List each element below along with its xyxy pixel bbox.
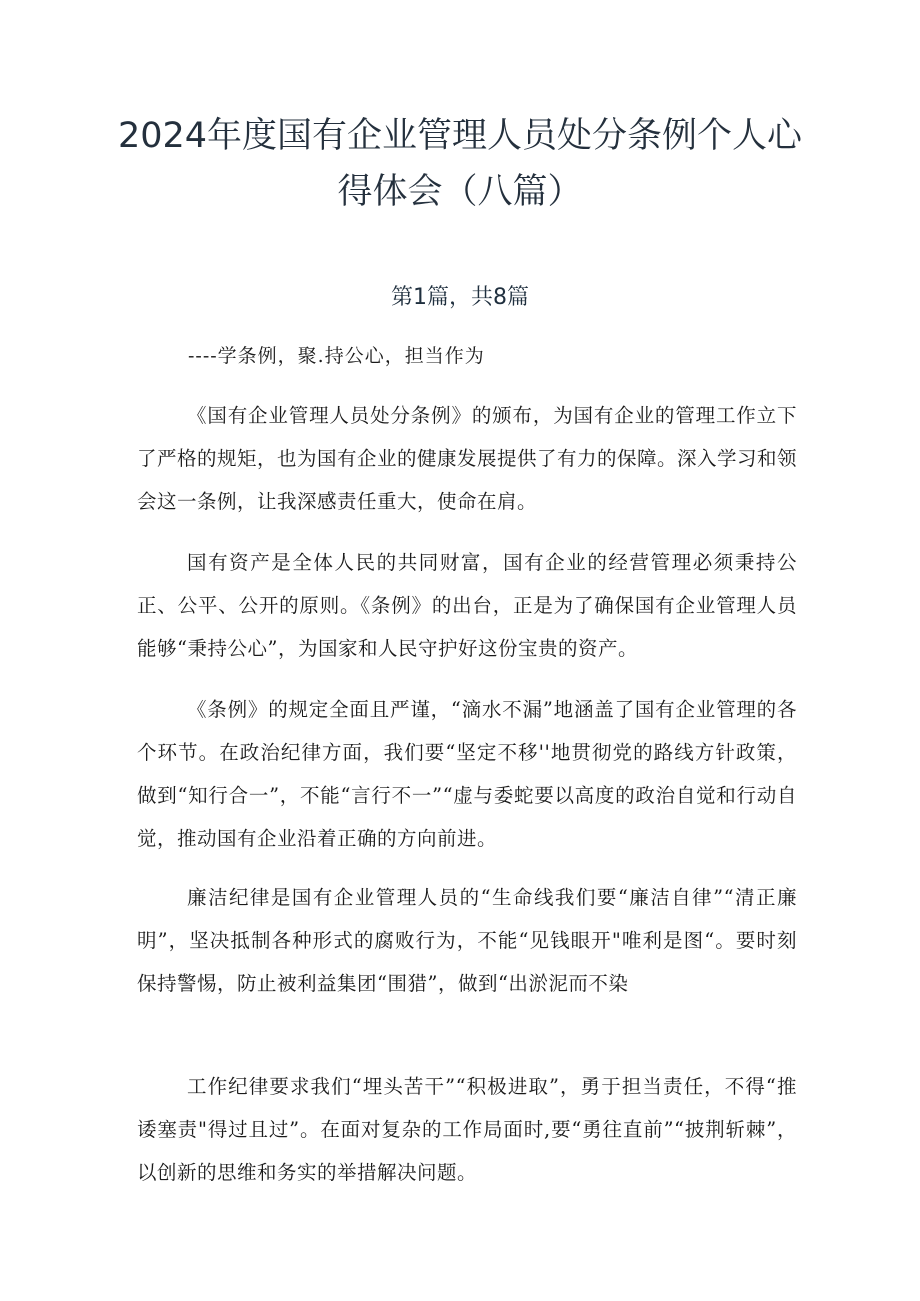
paragraph: 《国有企业管理人员处分条例》的颁布，为国有企业的管理工作立下了严格的规矩，也为国有企业的健康发展提供了有力的保障。深入学习和领会这一条例，让我深感责任重大，使命在肩。 <box>137 404 798 513</box>
document-title: 2024年度国有企业管理人员处分条例个人心得体会（八篇） <box>117 116 803 212</box>
document-subtitle: ----学条例，聚.持公心，担当作为 <box>188 345 485 367</box>
part-label: 第1篇，共8篇 <box>391 285 529 310</box>
paragraph: 《条例》的规定全面且严谨，“滴水不漏”地涵盖了国有企业管理的各个环节。在政治纪律方面，我们要“坚定不移''地贯彻党的路线方针政策，做到“知行合一”，不能“言行不一”“虚与委蛇要以高度的政治自觉和行动自觉，推动国有企业沿着正确的方向前进。 <box>137 698 797 850</box>
paragraph: 工作纪律要求我们“埋头苦干”“积极进取”，勇于担当责任，不得“推诿塞责"得过且过”。在面对复杂的工作局面时,要“勇往直前”“披荆斩棘”，以创新的思维和务实的举措解决问题。 <box>137 1075 797 1184</box>
paragraph: 廉洁纪律是国有企业管理人员的“生命线我们要“廉洁自律”“清正廉明”，坚决抵制各种形式的腐败行为，不能“见钱眼开"唯利是图“。要时刻保持警惕，防止被利益集团“围猎”，做到“出淤泥而不染 <box>137 886 797 995</box>
paragraph: 国有资产是全体人民的共同财富，国有企业的经营管理必须秉持公正、公平、公开的原则。《条例》的出台，正是为了确保国有企业管理人员能够“秉持公心”，为国家和人民守护好这份宝贵的资产。 <box>137 551 797 660</box>
